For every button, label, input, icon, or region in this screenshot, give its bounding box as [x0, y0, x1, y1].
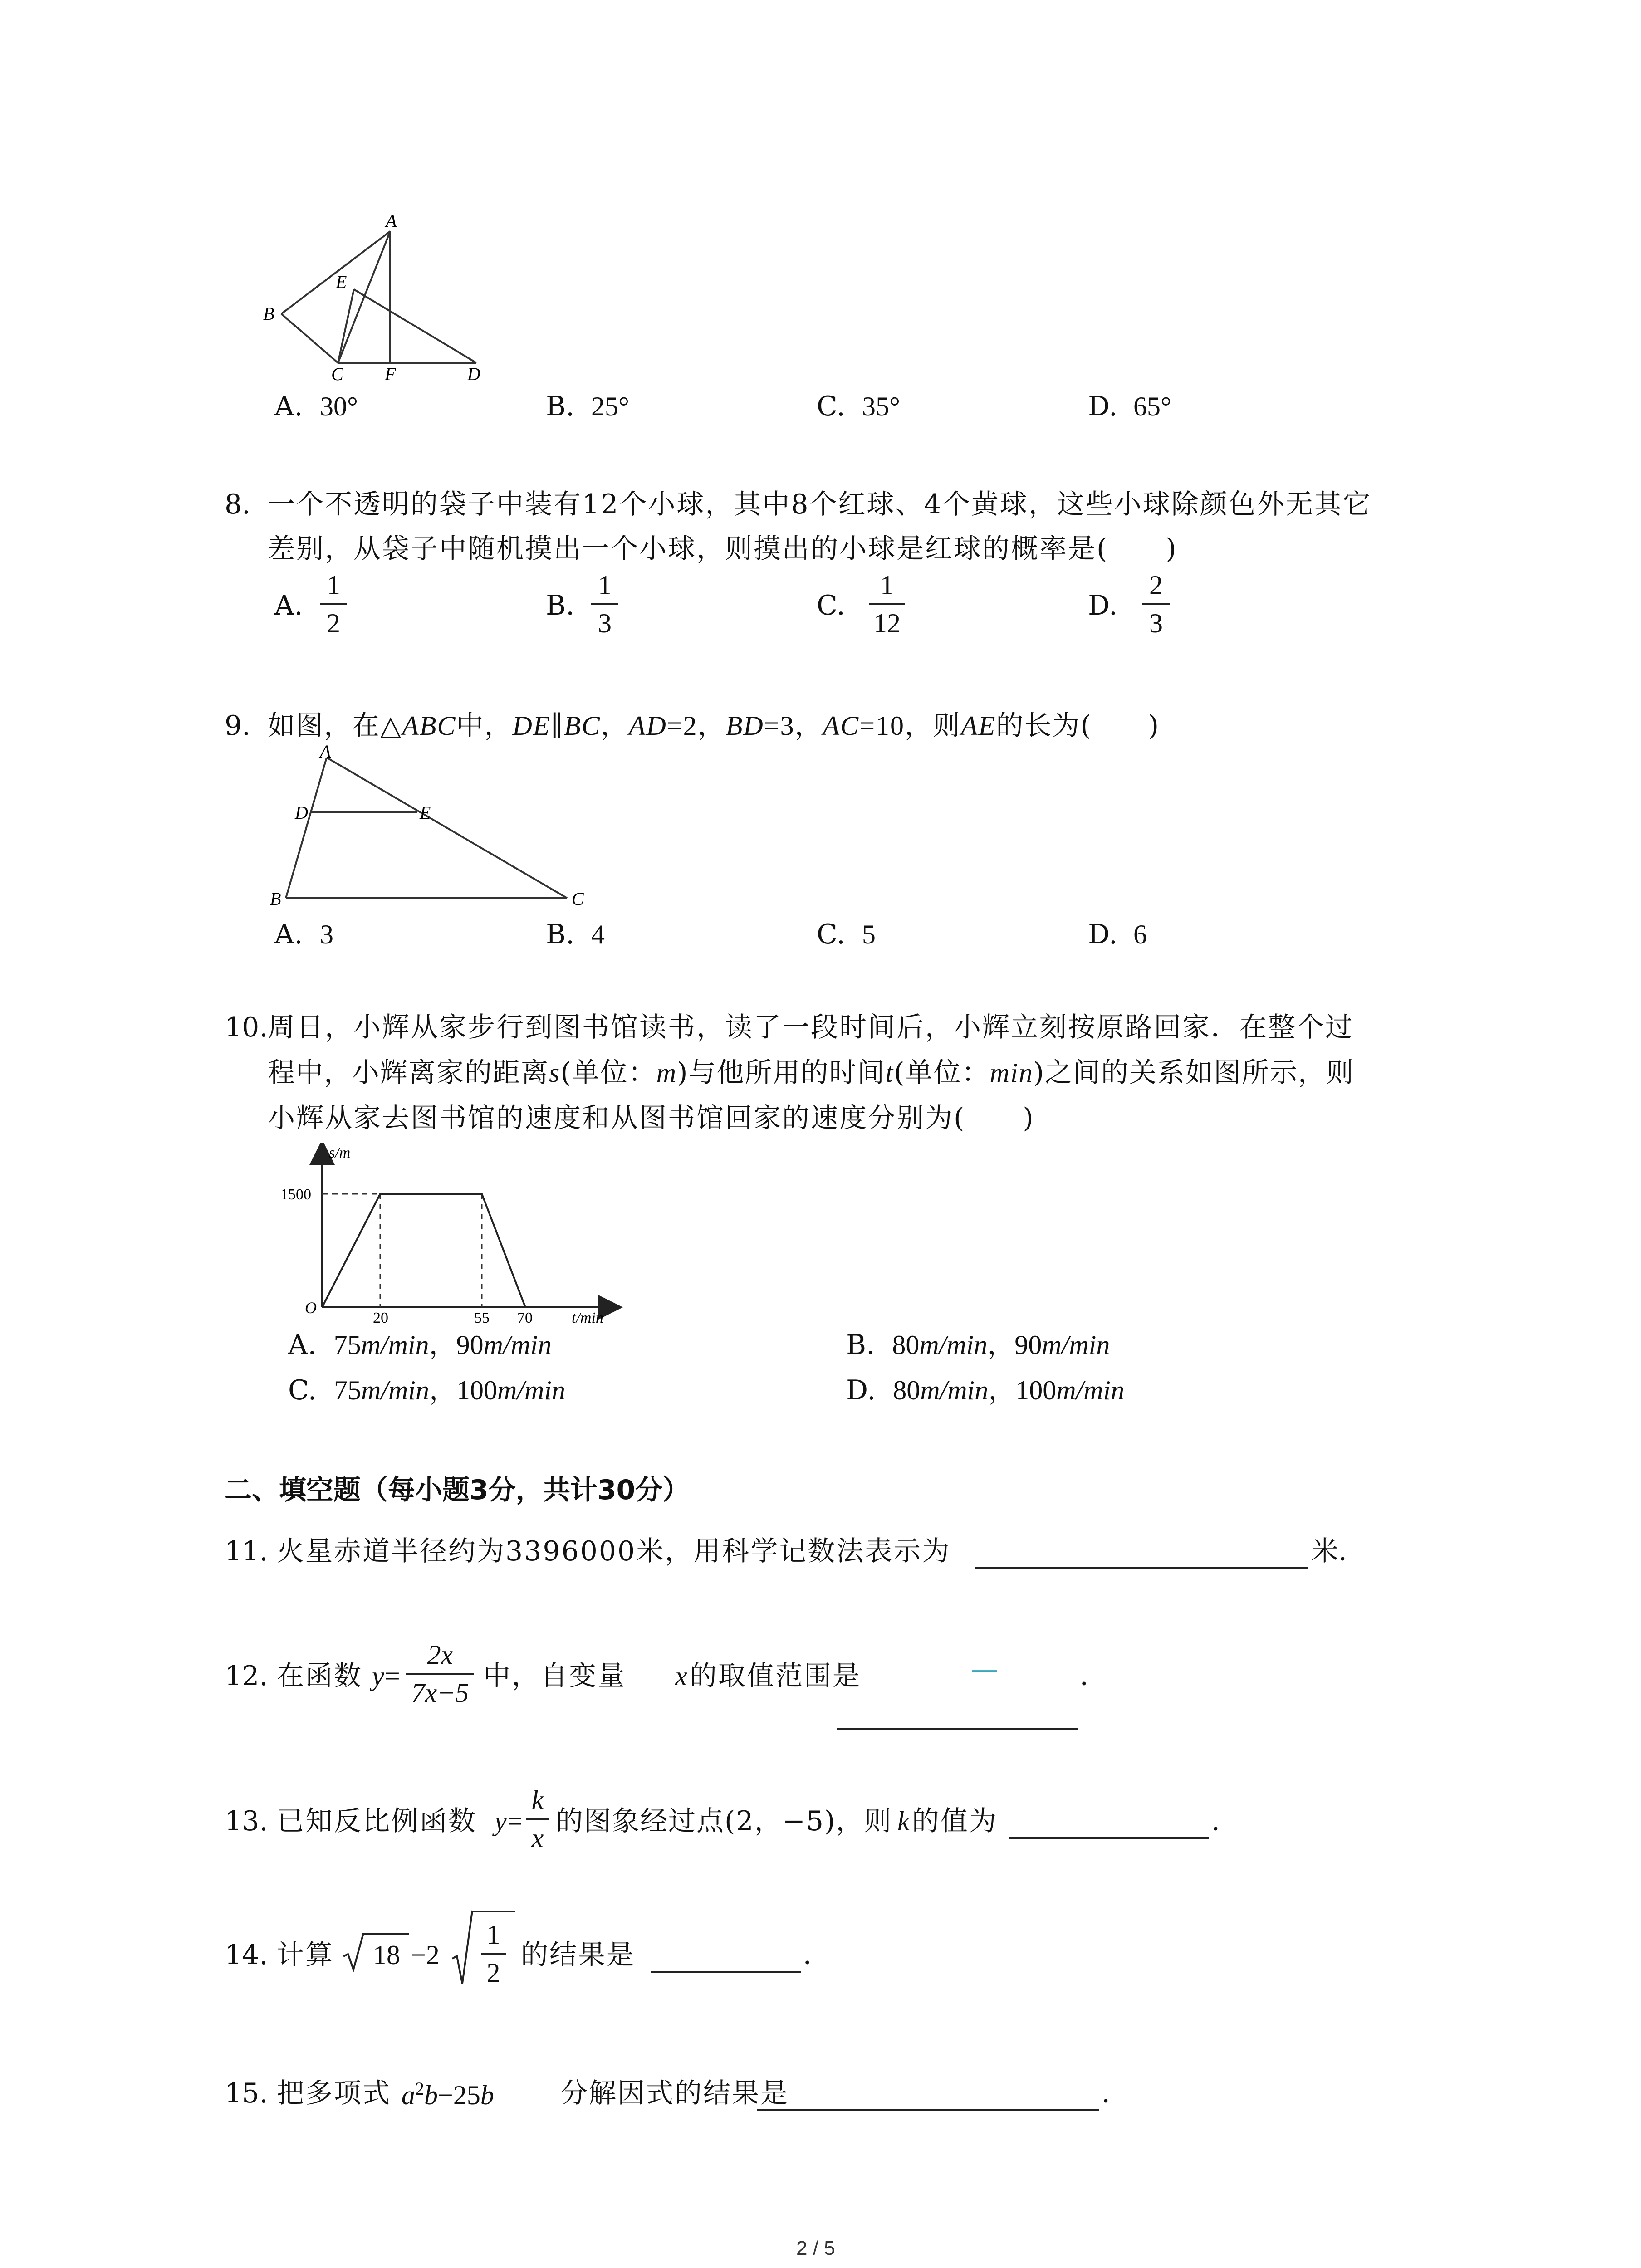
q9-figure [263, 744, 599, 912]
q9-stem [268, 710, 1160, 742]
q13-text-a: 已知反比例函数 [277, 1805, 477, 1837]
q14-fraction [481, 1921, 506, 1986]
q14-text-a: 计算 [277, 1939, 334, 1971]
q9-text-d: 的长为( ) [996, 710, 1160, 742]
fraction-bar [406, 1673, 474, 1675]
q9-text-a: 如图，在△ [268, 710, 402, 742]
fraction-bar [526, 1818, 549, 1820]
q10-distance-line [322, 1194, 525, 1307]
q10-s: s [549, 1058, 561, 1088]
fraction-numerator: 2x [427, 1640, 453, 1670]
q7-label-b: B [263, 303, 274, 324]
q10-option-b-v2: 90 [1014, 1330, 1042, 1360]
q8-line2: 差别，从袋子中随机摸出一个小球，则摸出的小球是红球的概率是( ) [268, 533, 1178, 565]
q12-dash: — [971, 1653, 998, 1685]
q10-m: m [656, 1058, 677, 1088]
q10-option-c[interactable] [288, 1374, 565, 1406]
q14-answer-blank[interactable] [651, 1971, 801, 1973]
q12-fraction [406, 1641, 474, 1706]
q9-label-c: C [572, 889, 584, 909]
q9-label-b: B [270, 889, 281, 909]
q7-option-d-value: 65° [1133, 391, 1171, 421]
fraction-denominator: 12 [873, 608, 901, 638]
q7-option-a-letter[interactable]: A. [274, 391, 303, 422]
q14-number: 14. [225, 1939, 268, 1971]
q13-text-c: 的值为 [912, 1805, 998, 1837]
q15-text-a: 把多项式 [277, 2077, 391, 2109]
q15-number: 15. [225, 2077, 268, 2109]
q8-option-a-letter[interactable]: A. [274, 590, 303, 621]
q12-text-a: 在函数 [277, 1660, 362, 1692]
fraction-bar [320, 603, 347, 605]
q13-period: ． [1211, 1805, 1239, 1837]
q9-option-c-letter[interactable]: C. [817, 919, 845, 950]
q10-option-c-v2: 100 [456, 1375, 497, 1405]
q8-option-c-letter[interactable]: C. [817, 590, 845, 621]
q10-option-a-v2: 90 [456, 1330, 484, 1360]
q10-option-a-unit1: m/min [361, 1330, 429, 1360]
q10-y-tick-1500: 1500 [280, 1186, 311, 1203]
q12-text-b: 中，自变量 [483, 1660, 626, 1692]
q12-y: y [372, 1661, 384, 1691]
fraction-numerator: k [531, 1785, 544, 1815]
q7-option-c-value: 35° [862, 391, 900, 421]
q10-line2-b: (单位： [560, 1057, 656, 1089]
q10-option-a[interactable] [288, 1331, 552, 1359]
q10-option-b-unit1: m/min [919, 1330, 988, 1360]
q9-option-d-letter[interactable]: D. [1088, 919, 1118, 950]
q10-option-c-sep: ， [429, 1374, 456, 1406]
q9-bd-val: =3， [764, 711, 823, 741]
fraction-denominator: 2 [486, 1958, 500, 1988]
q9-label-a: A [320, 744, 331, 762]
q15-answer-blank[interactable] [757, 2109, 1099, 2111]
q13-answer-blank[interactable] [1009, 1837, 1209, 1839]
sqrt-icon [343, 1931, 365, 1972]
q9-bc: BC [564, 711, 601, 741]
q10-line2-d: (单位： [894, 1057, 990, 1089]
q7-option-c-letter[interactable]: C. [817, 391, 845, 422]
q15-expr-b: b [424, 2080, 438, 2110]
q12-number: 12. [225, 1660, 268, 1692]
q10-line2-a: 程中，小辉离家的距离 [268, 1057, 549, 1089]
q10-option-a-unit2: m/min [483, 1330, 552, 1360]
q10-option-d-letter: D. [846, 1374, 876, 1406]
q15-expr-c: −25 [438, 2080, 480, 2110]
q10-x-tick-55: 55 [474, 1310, 490, 1325]
q10-x-tick-70: 70 [517, 1310, 533, 1325]
fraction-bar [869, 603, 905, 605]
fraction-bar [591, 603, 618, 605]
q9-option-a-letter[interactable]: A. [274, 919, 303, 950]
q15-text-b: 分解因式的结果是 [560, 2077, 789, 2109]
q14-text-b: 的结果是 [521, 1939, 635, 1971]
section2-title: 二、填空题（每小题3分，共计30分） [225, 1474, 690, 1506]
q9-label-e: E [420, 802, 431, 823]
q10-origin-label: O [305, 1299, 317, 1317]
q10-option-a-v1: 75 [333, 1330, 361, 1360]
q10-line2-e: )之间的关系如图所示，则 [1033, 1057, 1355, 1089]
q8-option-d-fraction [1142, 572, 1170, 637]
q10-option-d[interactable] [846, 1374, 1125, 1406]
q7-label-d: D [467, 364, 480, 381]
fraction-denominator: x [531, 1823, 544, 1853]
q8-line1: 一个不透明的袋子中装有12个小球，其中8个红球、4个黄球，这些小球除颜色外无其它 [268, 489, 1372, 520]
q9-option-c-value: 5 [862, 919, 876, 949]
q10-option-c-letter: C. [288, 1374, 317, 1406]
q15-expr-d: b [480, 2080, 494, 2110]
fraction-denominator: 3 [1149, 608, 1163, 638]
q9-label-d: D [295, 802, 308, 823]
q10-graph [272, 1143, 626, 1325]
q9-abc: ABC [402, 711, 456, 741]
q9-text-b: 中， [456, 710, 513, 742]
fraction-denominator: 3 [598, 608, 612, 638]
q8-option-d-letter[interactable]: D. [1088, 590, 1118, 621]
q7-label-a: A [386, 213, 397, 231]
q10-option-d-v1: 80 [893, 1375, 921, 1405]
q7-option-b-value: 25° [591, 391, 629, 421]
q11-suffix: 米． [1311, 1535, 1366, 1567]
q7-figure [254, 213, 499, 381]
q10-y-axis-label: s/m [329, 1144, 351, 1161]
q15-expr-a: a [402, 2080, 415, 2110]
q11-number: 11. [225, 1535, 268, 1567]
q10-min: min [989, 1058, 1034, 1088]
q9-option-a-value: 3 [320, 919, 333, 949]
q8-option-b-fraction [591, 572, 618, 637]
q9-ac: AC [823, 711, 860, 741]
q13-eq: = [507, 1806, 523, 1836]
fraction-numerator: 1 [327, 570, 340, 600]
q12-eq: = [385, 1661, 400, 1691]
sqrt-vinculum [363, 1933, 409, 1935]
sqrt-icon [451, 1909, 474, 1986]
q10-option-b-letter: B. [846, 1329, 875, 1361]
q12-period: ． [1080, 1660, 1107, 1692]
fraction-numerator: 2 [1149, 570, 1163, 600]
q9-bd: BD [725, 711, 764, 741]
q13-fraction [526, 1786, 549, 1852]
q9-number: 9. [225, 710, 251, 742]
fraction-denominator: 7x−5 [411, 1678, 469, 1708]
q9-text-c: ， [600, 710, 629, 742]
q13-text-b: 的图象经过点(2，−5)，则 [556, 1805, 892, 1837]
q10-option-b-unit2: m/min [1042, 1330, 1110, 1360]
q10-number: 10. [225, 1012, 268, 1043]
q9-ad-val: =2， [666, 711, 726, 741]
q10-x-axis-label: t/min [572, 1310, 603, 1325]
q11-text: 火星赤道半径约为3396000米，用科学记数法表示为 [277, 1535, 951, 1567]
fraction-denominator: 2 [327, 608, 340, 638]
q10-option-c-unit2: m/min [497, 1375, 565, 1405]
q9-option-d-value: 6 [1133, 919, 1147, 949]
q12-text-c: 的取值范围是 [690, 1660, 861, 1692]
q15-expression [402, 2080, 494, 2109]
q10-line1: 周日，小辉从家步行到图书馆读书，读了一段时间后，小辉立刻按原路回家．在整个过 [268, 1012, 1354, 1043]
q7-label-c: C [331, 364, 343, 381]
q9-ac-val: =10，则 [859, 711, 961, 741]
fraction-numerator: 1 [598, 570, 612, 600]
q10-option-b-sep: ， [987, 1329, 1015, 1361]
q10-line2-c: )与他所用的时间 [677, 1057, 886, 1089]
q10-option-d-unit2: m/min [1056, 1375, 1125, 1405]
q10-t: t [885, 1058, 894, 1088]
fraction-bar [1142, 603, 1170, 605]
q9-ae: AE [961, 711, 996, 741]
q11-answer-blank[interactable] [975, 1567, 1308, 1569]
q14-minus-two: −2 [411, 1940, 440, 1970]
q13-y: y [495, 1806, 507, 1836]
sqrt-vinculum [472, 1911, 515, 1912]
q12-x: x [675, 1661, 687, 1691]
fraction-bar [481, 1953, 506, 1955]
q10-option-b-v1: 80 [892, 1330, 920, 1360]
q12-answer-blank[interactable] [837, 1728, 1078, 1730]
q15-period: ． [1102, 2077, 1129, 2109]
q10-option-d-v2: 100 [1015, 1375, 1057, 1405]
q7-label-f: F [385, 364, 396, 381]
q15-exponent: 2 [415, 2078, 424, 2099]
q10-x-tick-20: 20 [373, 1310, 388, 1325]
q7-option-b-letter[interactable]: B. [546, 391, 575, 422]
q10-line3: 小辉从家去图书馆的速度和从图书馆回家的速度分别为( ) [268, 1102, 1035, 1134]
page-number: 2 / 5 [796, 2237, 835, 2259]
q7-label-e: E [336, 272, 347, 292]
q10-option-a-sep: ， [429, 1329, 456, 1361]
q10-option-b[interactable] [846, 1331, 1110, 1359]
q9-ad: AD [628, 711, 667, 741]
q9-option-b-letter[interactable]: B. [546, 919, 575, 950]
q10-option-d-sep: ， [988, 1374, 1016, 1406]
q10-option-a-letter: A. [288, 1329, 317, 1361]
q10-option-c-unit1: m/min [361, 1375, 429, 1405]
q10-line2 [268, 1057, 1355, 1089]
q13-k: k [897, 1806, 910, 1836]
q8-number: 8. [225, 489, 251, 520]
q10-option-c-v1: 75 [334, 1375, 361, 1405]
q9-option-b-value: 4 [591, 919, 605, 949]
q8-option-c-fraction [869, 572, 905, 637]
fraction-numerator: 1 [486, 1920, 500, 1950]
fraction-numerator: 1 [880, 570, 894, 600]
q8-option-b-letter[interactable]: B. [546, 590, 575, 621]
q14-radicand-18: 18 [373, 1940, 400, 1970]
q13-number: 13. [225, 1805, 268, 1837]
q9-parallel: ∥ [550, 711, 564, 741]
q7-option-d-letter[interactable]: D. [1088, 391, 1118, 422]
q7-option-a-value: 30° [320, 391, 358, 421]
q8-option-a-fraction [320, 572, 347, 637]
q9-de: DE [512, 711, 551, 741]
q10-option-d-unit1: m/min [920, 1375, 989, 1405]
q14-period: ． [803, 1939, 830, 1971]
